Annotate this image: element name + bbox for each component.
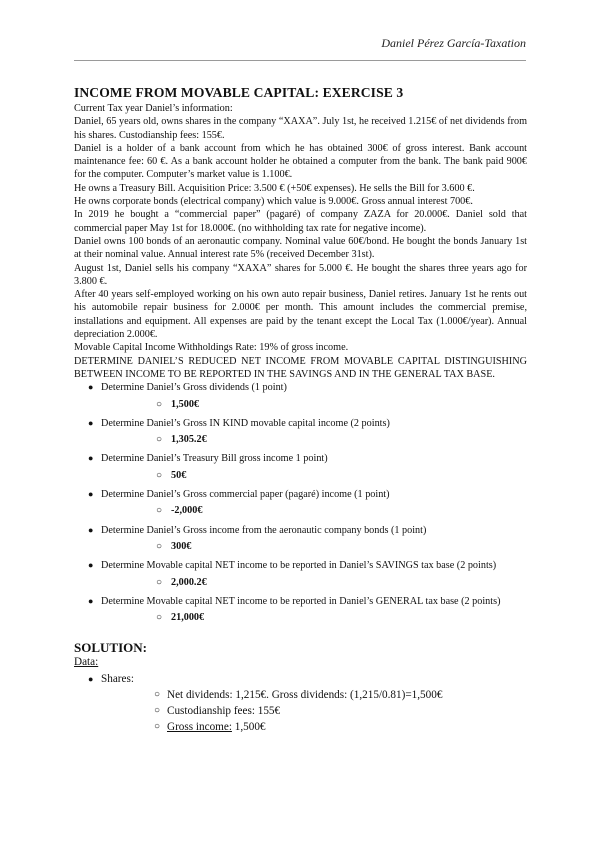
paragraph: August 1st, Daniel sells his company “XAXA” shares for 5.000 €. He bought the shares three years ago for 3.800 €. xyxy=(74,262,527,287)
circle-bullet-icon: ○ xyxy=(156,398,163,410)
bullet-icon: ● xyxy=(88,524,94,535)
answer-item xyxy=(101,433,527,446)
answer-text: 21,000€ xyxy=(171,612,205,624)
solution-item xyxy=(74,671,527,735)
question-text: Determine Movable capital NET income to be reported in Daniel’s GENERAL tax base (2 points) xyxy=(101,595,501,607)
question-item xyxy=(74,381,527,411)
page-header: Daniel Pérez García-Taxation xyxy=(381,36,526,50)
circle-bullet-icon: ○ xyxy=(156,434,163,446)
question-text: Determine Daniel’s Gross commercial paper (pagaré) income (1 point) xyxy=(101,489,390,501)
solution-sublist xyxy=(101,687,527,735)
answer-text: 1,305.2€ xyxy=(171,434,207,446)
circle-bullet-icon: ○ xyxy=(156,505,163,517)
circle-bullet-icon: ○ xyxy=(156,612,163,624)
answer-text: 1,500€ xyxy=(171,398,200,410)
answer-text: 50€ xyxy=(171,469,187,481)
circle-bullet-icon: ○ xyxy=(154,705,161,717)
solution-list xyxy=(74,671,527,735)
bullet-icon: ● xyxy=(88,453,94,464)
answer-item xyxy=(101,611,527,624)
paragraph: Movable Capital Income Withholdings Rate: 19% of gross income. xyxy=(74,342,349,354)
answer-text: -2,000€ xyxy=(171,505,203,517)
instruction: DETERMINE DANIEL’S REDUCED NET INCOME FROM MOVABLE CAPITAL DISTINGUISHING BETWEEN INCOME TO BE REPORTED IN THE SAVINGS AND IN THE GENERAL TAX BASE. xyxy=(74,355,527,380)
bullet-icon: ● xyxy=(88,417,94,428)
header-rule xyxy=(74,60,526,61)
solution-subitem xyxy=(101,719,527,735)
circle-bullet-icon: ○ xyxy=(154,721,161,733)
data-label: Data: xyxy=(74,656,99,669)
solution-subitem xyxy=(101,687,527,703)
question-item xyxy=(74,452,527,482)
question-text: Determine Movable capital NET income to be reported in Daniel’s SAVINGS tax base (2 points) xyxy=(101,560,497,572)
exercise-title: INCOME FROM MOVABLE CAPITAL: EXERCISE 3 xyxy=(74,85,404,100)
question-text: Determine Daniel’s Gross dividends (1 point) xyxy=(101,382,287,394)
question-item xyxy=(74,559,527,589)
solution-subitem-text: Net dividends: 1,215€. Gross dividends: (1,215/0.81)=1,500€ xyxy=(167,689,443,702)
paragraph: Daniel owns 100 bonds of an aeronautic company. Nominal value 60€/bond. He bought the bonds January 1st at their nominal value. Annual interest rate 5% (received December 31st). xyxy=(74,235,527,261)
circle-bullet-icon: ○ xyxy=(156,540,163,552)
solution-item-label: Shares: xyxy=(101,673,134,686)
paragraph: Daniel, 65 years old, owns shares in the company “XAXA”. July 1st, he received 1.215€ of net dividends from his shares. Custodianship fees: 155€. xyxy=(74,116,527,141)
bullet-icon: ● xyxy=(88,674,94,685)
question-item xyxy=(74,417,527,447)
solution-heading: SOLUTION: xyxy=(74,640,147,656)
paragraph: Daniel is a holder of a bank account from which he has obtained 300€ of gross interest. Bank account maintenance fee: 60 €. As a bank account holder he obtained a computer from the bank. The bank paid 900€ for the computer. Computer’s market value is 1.100€. xyxy=(74,142,527,181)
answer-item xyxy=(101,540,527,553)
question-text: Determine Daniel’s Gross IN KIND movable capital income (2 points) xyxy=(101,417,390,429)
answer-item xyxy=(101,469,527,482)
circle-bullet-icon: ○ xyxy=(156,576,163,588)
answer-text: 2,000.2€ xyxy=(171,576,207,588)
paragraph: In 2019 he bought a “commercial paper” (pagaré) of company ZAZA for 20.000€. Daniel sold that commercial paper May 1st for 18.000€. (no withholding tax rate for negative income). xyxy=(74,209,527,234)
bullet-icon: ● xyxy=(88,489,94,500)
answer-text: 300€ xyxy=(171,540,192,552)
answer-item xyxy=(101,504,527,517)
circle-bullet-icon: ○ xyxy=(154,689,161,701)
bullet-icon: ● xyxy=(88,595,94,606)
question-item xyxy=(74,524,527,554)
document-body xyxy=(74,85,527,735)
solution-subitem-text: 1,500€ xyxy=(231,721,266,734)
solution-subitem-text: Custodianship fees: 155€ xyxy=(167,705,281,718)
circle-bullet-icon: ○ xyxy=(156,469,163,481)
solution-subitem-label: Gross income: xyxy=(167,721,232,734)
question-text: Determine Daniel’s Gross income from the aeronautic company bonds (1 point) xyxy=(101,524,427,536)
bullet-icon: ● xyxy=(88,560,94,571)
paragraph: He owns corporate bonds (electrical company) which value is 9.000€. Gross annual interest 700€. xyxy=(74,196,473,208)
question-item xyxy=(74,488,527,518)
bullet-icon: ● xyxy=(88,382,94,393)
question-item xyxy=(74,595,527,625)
paragraph: He owns a Treasury Bill. Acquisition Price: 3.500 € (+50€ expenses). He sells the Bill for 3.600 €. xyxy=(74,182,475,194)
question-text: Determine Daniel’s Treasury Bill gross income 1 point) xyxy=(101,453,328,465)
answer-item xyxy=(101,398,527,411)
solution-subitem xyxy=(101,703,527,719)
paragraph: After 40 years self-employed working on his own auto repair business, Daniel retires. January 1st he rents out his automobile repair business for 2.000€ per month. This amount includes the commercial premise, installations and equipment. All expenses are paid by the tenant except the Local Tax (1.000€/year). Annual depreciation 2.000€. xyxy=(74,289,527,341)
paragraph: Current Tax year Daniel’s information: xyxy=(74,103,233,114)
question-list xyxy=(74,381,527,624)
answer-item xyxy=(101,576,527,589)
